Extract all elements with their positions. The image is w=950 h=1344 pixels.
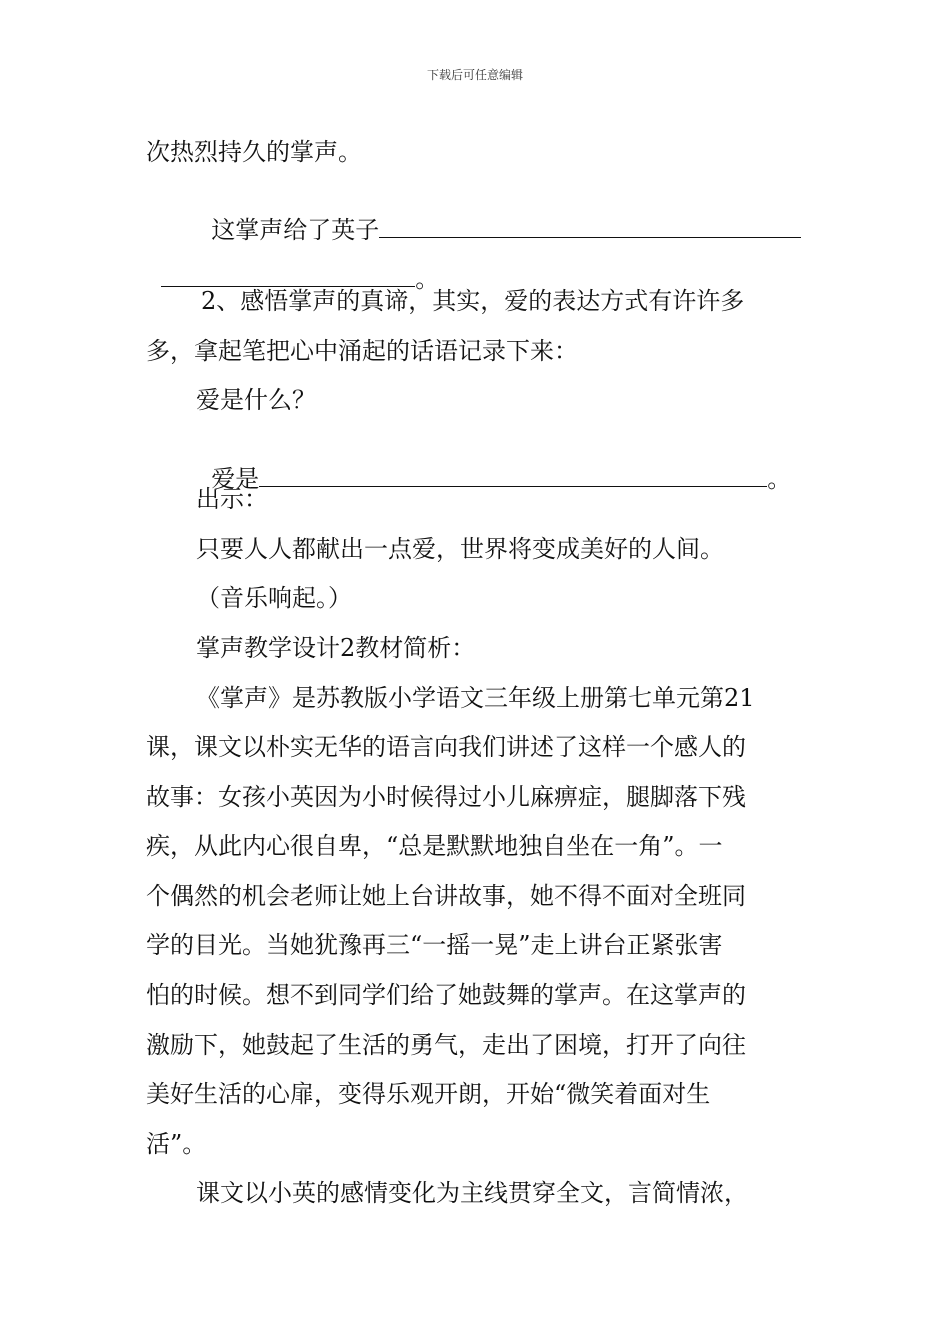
- text-line: 活”。: [146, 1130, 207, 1158]
- blank-underline: [259, 464, 767, 487]
- text-line: 学的目光。当她犹豫再三“一摇一晃”走上讲台正紧张害: [146, 931, 723, 959]
- text-line: 次热烈持久的掌声。: [146, 138, 362, 166]
- text-line: 课文以小英的感情变化为主线贯穿全文，言简情浓，: [196, 1179, 748, 1207]
- blank-underline: [161, 264, 415, 287]
- text-line: 只要人人都献出一点爱，世界将变成美好的人间。: [196, 535, 724, 563]
- text-fragment: 。: [415, 265, 440, 293]
- page-header: 下载后可任意编辑: [426, 68, 523, 82]
- text-fragment: 。: [767, 465, 792, 493]
- text-line: 爱是什么？: [196, 386, 316, 414]
- text-fragment: 爱是: [211, 465, 260, 493]
- fill-in-line: [146, 236, 950, 293]
- text-line: 出示：: [196, 485, 268, 513]
- text-line: 疾，从此内心很自卑，“总是默默地独自坐在一角”。一: [146, 832, 723, 860]
- text-fragment: 这掌声给了英子: [211, 216, 380, 244]
- text-line: 故事：女孩小英因为小时候得过小儿麻痹症，腿脚落下残: [146, 783, 746, 811]
- text-line: 激励下，她鼓起了生活的勇气，走出了困境，打开了向往: [146, 1031, 746, 1059]
- text-line: 2、感悟掌声的真谛，其实，爱的表达方式有许许多: [201, 287, 745, 315]
- text-line: 多，拿起笔把心中涌起的话语记录下来：: [146, 337, 578, 365]
- text-line: 课，课文以朴实无华的语言向我们讲述了这样一个感人的: [146, 733, 746, 761]
- text-line: （音乐响起。）: [196, 584, 352, 612]
- text-line: 《掌声》是苏教版小学语文三年级上册第七单元第21: [196, 684, 755, 712]
- text-line: 美好生活的心扉，变得乐观开朗，开始“微笑着面对生: [146, 1080, 711, 1108]
- text-line: 掌声教学设计2教材简析：: [196, 634, 476, 662]
- blank-underline: [379, 215, 801, 238]
- text-line: 个偶然的机会老师让她上台讲故事，她不得不面对全班同: [146, 882, 746, 910]
- text-line: 怕的时候。想不到同学们给了她鼓舞的掌声。在这掌声的: [146, 981, 746, 1009]
